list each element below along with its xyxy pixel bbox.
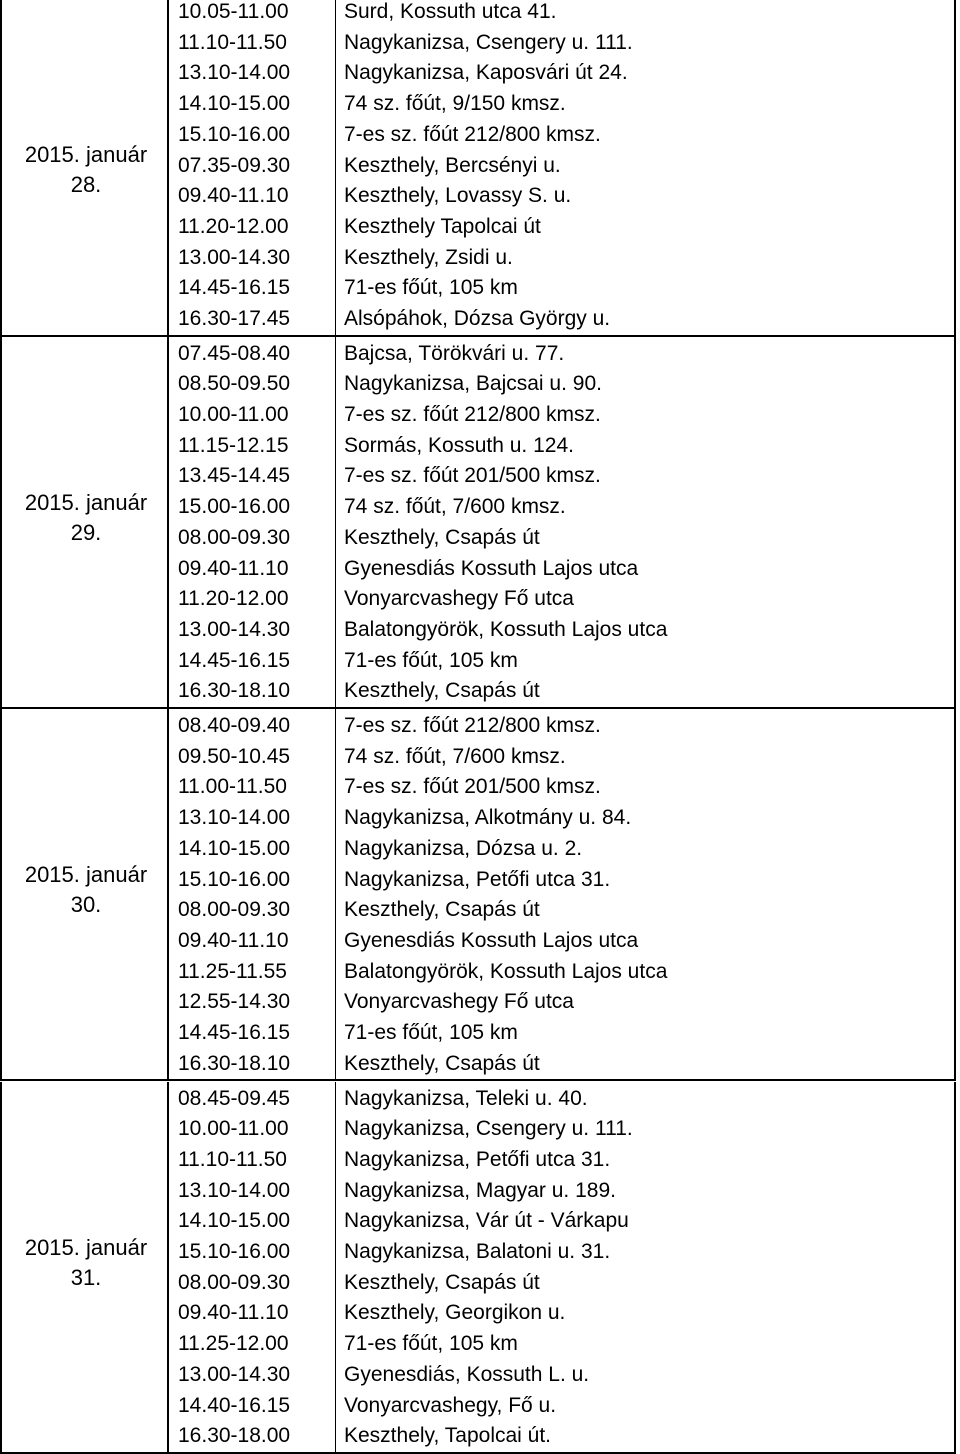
time-range: 13.00-14.30 [178,245,291,269]
location: Nagykanizsa, Csengery u. 111. [344,1117,633,1141]
time-range: 07.45-08.40 [178,341,291,365]
location: Nagykanizsa, Dózsa u. 2. [344,836,583,860]
day-block [0,337,956,709]
location: 74 sz. főút, 9/150 kmsz. [344,92,566,116]
location: Keszthely, Csapás út [344,679,540,703]
column-divider [167,709,169,1079]
day-label-day: 30. [70,892,102,918]
time-range: 11.20-12.00 [178,214,289,238]
location: Gyenesdiás Kossuth Lajos utca [344,556,639,580]
location: 71-es főút, 105 km [344,1332,518,1356]
time-range: 10.00-11.00 [178,1117,289,1141]
time-range: 11.10-11.50 [178,30,287,54]
time-range: 08.50-09.50 [178,372,291,396]
time-range: 10.05-11.00 [178,0,289,23]
day-label-date: 2015. január [24,1234,148,1260]
location: 71-es főút, 105 km [344,276,518,300]
time-range: 13.10-14.00 [178,1178,291,1202]
location: Nagykanizsa, Petőfi utca 31. [344,1147,611,1171]
time-range: 09.40-11.10 [178,556,289,580]
time-range: 08.45-09.45 [178,1086,291,1110]
location: Keszthely, Bercsényi u. [344,153,561,177]
location: Keszthely, Csapás út [344,525,540,549]
day-label-day: 31. [70,1264,102,1290]
time-range: 16.30-17.45 [178,307,291,330]
location: 7-es sz. főút 212/800 kmsz. [344,714,601,738]
location: Vonyarcvashegy Fő utca [344,990,574,1014]
time-range: 09.50-10.45 [178,744,291,768]
time-range: 14.45-16.15 [178,648,291,672]
location: Bajcsa, Törökvári u. 77. [344,341,565,365]
location: 7-es sz. főút 201/500 kmsz. [344,775,601,799]
time-range: 08.00-09.30 [178,525,291,549]
time-range: 14.10-15.00 [178,1209,291,1233]
location: Alsópáhok, Dózsa György u. [344,307,611,330]
location: Surd, Kossuth utca 41. [344,0,557,23]
time-range: 14.10-15.00 [178,92,291,116]
time-range: 11.10-11.50 [178,1147,287,1171]
time-range: 15.00-16.00 [178,495,291,519]
time-range: 16.30-18.10 [178,679,291,703]
time-range: 13.10-14.00 [178,61,291,85]
location: Nagykanizsa, Vár út - Várkapu [344,1209,629,1233]
location: 74 sz. főút, 7/600 kmsz. [344,495,566,519]
time-range: 13.45-14.45 [178,464,291,488]
time-range: 09.40-11.10 [178,184,289,208]
time-range: 14.45-16.15 [178,276,291,300]
time-range: 15.10-16.00 [178,1240,291,1263]
location: 71-es főút, 105 km [344,648,518,672]
time-range: 11.20-12.00 [178,587,289,611]
location: Keszthely, Lovassy S. u. [344,184,572,208]
location: Nagykanizsa, Kaposvári út 24. [344,61,628,85]
location: Keszthely, Csapás út [344,898,540,922]
time-range: 13.00-14.30 [178,617,291,641]
location: Sormás, Kossuth u. 124. [344,433,574,457]
time-range: 15.10-16.00 [178,122,291,146]
time-range: 08.40-09.40 [178,714,291,738]
location: Balatongyörök, Kossuth Lajos utca [344,959,668,983]
location: Gyenesdiás Kossuth Lajos utca [344,928,639,952]
time-range: 11.15-12.15 [178,433,289,457]
time-range: 08.00-09.30 [178,1270,291,1294]
location: Vonyarcvashegy, Fő u. [344,1393,557,1417]
location: Keszthely, Zsidi u. [344,245,513,269]
location: 71-es főút, 105 km [344,1021,518,1045]
column-divider [167,0,169,335]
time-range: 16.30-18.10 [178,1051,291,1075]
time-range: 14.10-15.00 [178,836,291,860]
location: Keszthely Tapolcai út [344,214,541,238]
day-label-date: 2015. január [24,489,148,515]
location: Gyenesdiás, Kossuth L. u. [344,1362,590,1386]
location: 7-es sz. főút 201/500 kmsz. [344,464,601,488]
day-block [0,0,956,337]
time-range: 13.10-14.00 [178,806,291,830]
location: Balatongyörök, Kossuth Lajos utca [344,617,668,641]
day-label-date: 2015. január [24,862,148,888]
location: Nagykanizsa, Alkotmány u. 84. [344,806,632,830]
time-range: 13.00-14.30 [178,1362,291,1386]
location: Nagykanizsa, Petőfi utca 31. [344,867,611,891]
day-label-date: 2015. január [24,141,148,167]
time-range: 15.10-16.00 [178,867,291,891]
day-block [0,1082,956,1454]
time-range: 09.40-11.10 [178,928,289,952]
time-range: 09.40-11.10 [178,1301,289,1325]
location: Nagykanizsa, Magyar u. 189. [344,1178,616,1202]
time-range: 10.00-11.00 [178,403,289,427]
time-range: 11.00-11.50 [178,775,287,799]
location: 74 sz. főút, 7/600 kmsz. [344,744,566,768]
location: Vonyarcvashegy Fő utca [344,587,574,611]
location: Nagykanizsa, Balatoni u. 31. [344,1240,611,1263]
time-range: 11.25-12.00 [178,1332,289,1356]
time-range: 08.00-09.30 [178,898,291,922]
time-range: 07.35-09.30 [178,153,291,177]
day-label-day: 29. [70,519,102,545]
location: 7-es sz. főút 212/800 kmsz. [344,122,601,146]
column-divider [167,1082,169,1452]
time-range: 12.55-14.30 [178,990,291,1014]
location: Nagykanizsa, Csengery u. 111. [344,30,633,54]
column-divider [167,337,169,707]
location: Nagykanizsa, Bajcsai u. 90. [344,372,602,396]
location: Keszthely, Tapolcai út. [344,1424,552,1448]
location: 7-es sz. főút 212/800 kmsz. [344,403,601,427]
day-label-day: 28. [70,171,102,197]
time-range: 16.30-18.00 [178,1424,291,1448]
location: Keszthely, Csapás út [344,1051,540,1075]
location: Nagykanizsa, Teleki u. 40. [344,1086,588,1110]
time-range: 14.45-16.15 [178,1021,291,1045]
location: Keszthely, Csapás út [344,1270,540,1294]
location: Keszthely, Georgikon u. [344,1301,566,1325]
day-block [0,709,956,1081]
time-range: 11.25-11.55 [178,959,287,983]
time-range: 14.40-16.15 [178,1393,291,1417]
